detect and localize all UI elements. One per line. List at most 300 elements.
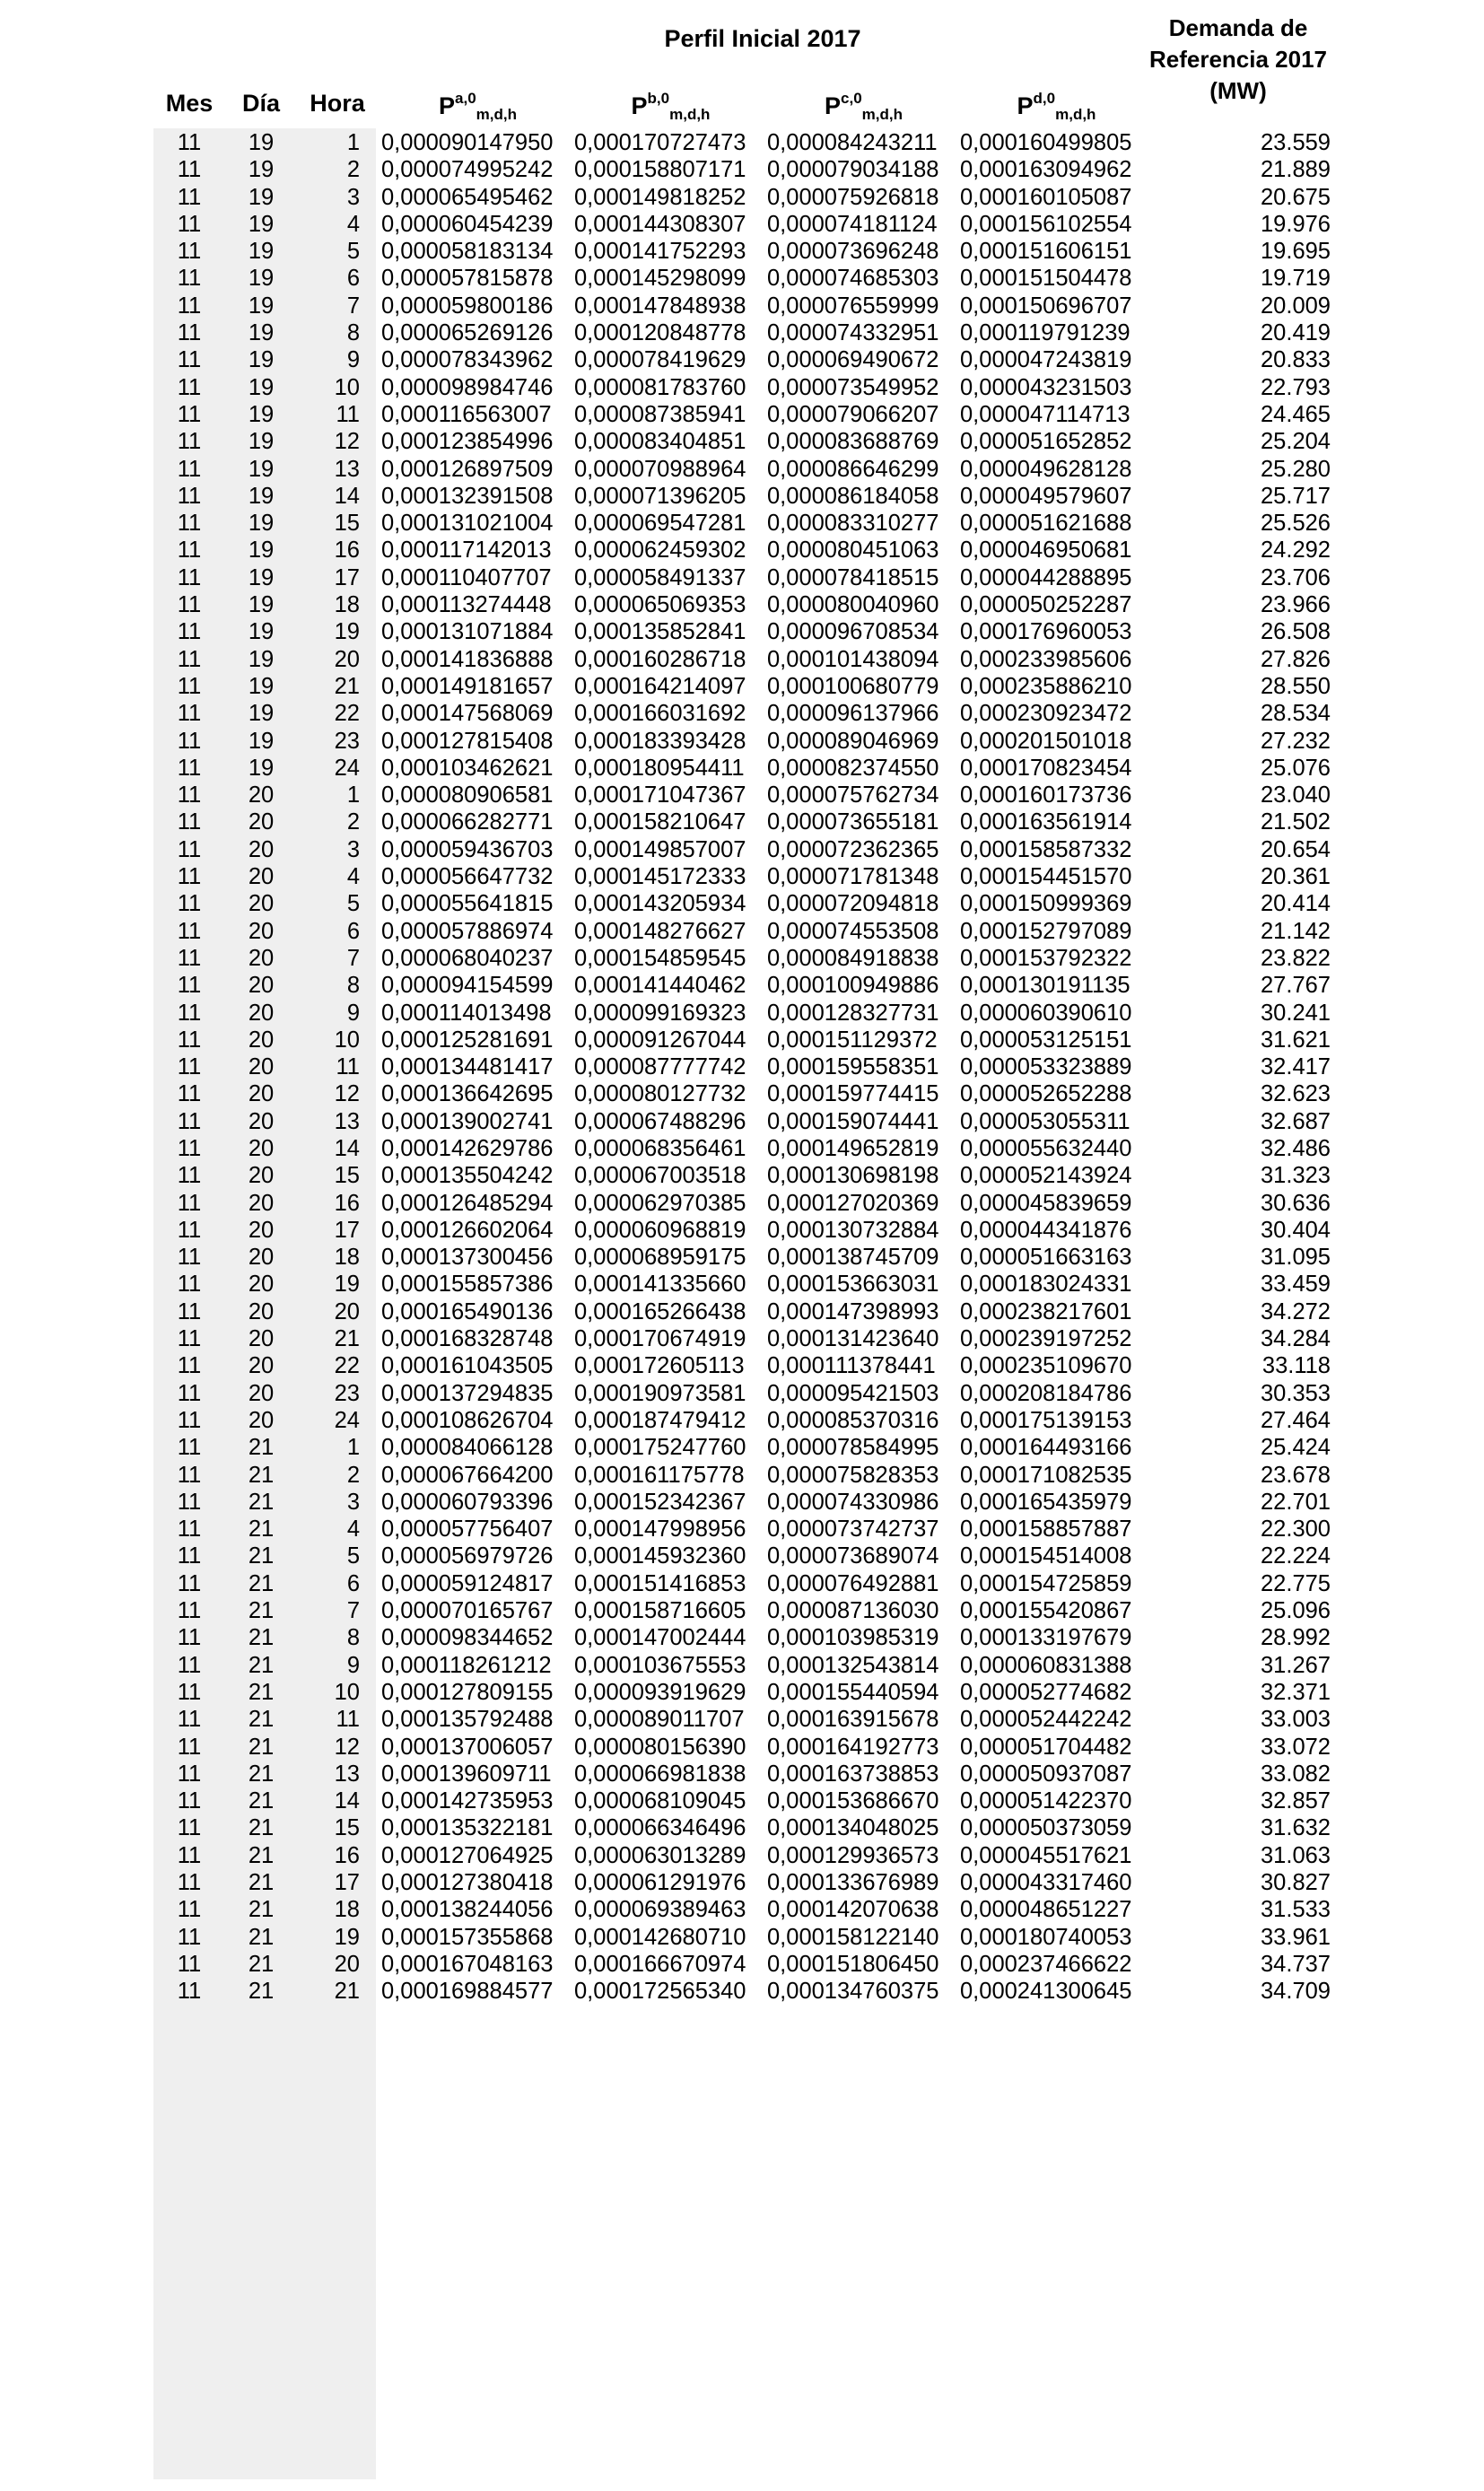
pb-cell: 0,000166031692 [574, 701, 746, 727]
demand-cell: 30.827 [1261, 1870, 1331, 1895]
mes-cell: 11 [177, 1108, 202, 1134]
demand-cell: 31.533 [1261, 1897, 1331, 1923]
dia-cell: 19 [248, 429, 275, 455]
hora-cell: 5 [346, 891, 360, 917]
pc-cell: 0,000074181124 [767, 211, 938, 237]
pc-cell: 0,000076492881 [767, 1570, 939, 1596]
table-body [0, 129, 1484, 2005]
mes-cell: 11 [177, 538, 202, 564]
table-row [0, 700, 1484, 727]
mes-cell: 11 [177, 157, 202, 183]
hora-cell: 9 [346, 1652, 360, 1678]
mes-cell: 11 [177, 266, 202, 292]
table-row [0, 863, 1484, 890]
dia-cell: 21 [248, 1652, 275, 1678]
demand-cell: 25.096 [1261, 1598, 1331, 1624]
pd-cell: 0,000043317460 [960, 1870, 1132, 1895]
pb-cell: 0,000175247760 [574, 1435, 746, 1461]
dia-cell: 21 [248, 1625, 275, 1651]
dia-cell: 19 [248, 592, 275, 618]
pa-cell: 0,000098984746 [381, 374, 554, 400]
pc-cell: 0,000100680779 [767, 673, 939, 699]
table-row [0, 319, 1484, 346]
mes-column-header: Mes [165, 90, 214, 117]
pc-cell: 0,000129936573 [767, 1842, 939, 1868]
table-row [0, 755, 1484, 782]
pd-cell: 0,000154725859 [960, 1570, 1132, 1596]
pd-cell: 0,000154451570 [960, 864, 1132, 890]
hora-cell: 12 [334, 1734, 360, 1760]
table-row [0, 537, 1484, 564]
dia-cell: 21 [248, 1679, 275, 1705]
demand-cell: 32.857 [1261, 1788, 1331, 1814]
dia-cell: 20 [248, 1081, 275, 1107]
demand-cell: 33.003 [1261, 1707, 1331, 1733]
table-row [0, 1761, 1484, 1787]
hora-cell: 22 [334, 701, 360, 727]
table-row [0, 591, 1484, 618]
pb-cell: 0,000058491337 [574, 564, 746, 590]
table-row [0, 156, 1484, 183]
pb-cell: 0,000060968819 [574, 1217, 746, 1243]
pc-cell: 0,000096708534 [767, 619, 939, 645]
pd-cell: 0,000060831388 [960, 1652, 1132, 1678]
pa-cell: 0,000078343962 [381, 347, 554, 373]
pb-cell: 0,000147998956 [574, 1516, 746, 1543]
hora-cell: 2 [346, 809, 360, 835]
pa-cell: 0,000057886974 [381, 918, 554, 944]
demand-cell: 23.966 [1261, 592, 1331, 618]
dia-cell: 19 [248, 211, 275, 237]
dia-cell: 19 [248, 619, 275, 645]
hora-cell: 15 [334, 1815, 360, 1841]
mes-cell: 11 [177, 1897, 202, 1923]
table-title: Perfil Inicial 2017 [664, 25, 861, 52]
table-row [0, 1271, 1484, 1298]
mes-cell: 11 [177, 1190, 202, 1216]
hora-cell: 1 [346, 1435, 360, 1461]
pb-cell: 0,000143205934 [574, 891, 746, 917]
pc-cell: 0,000153686670 [767, 1788, 939, 1814]
mes-cell: 11 [177, 918, 202, 944]
mes-cell: 11 [177, 456, 202, 482]
pc-cell: 0,000163738853 [767, 1761, 939, 1787]
demand-cell: 20.009 [1261, 293, 1331, 319]
demand-cell: 33.082 [1261, 1761, 1331, 1787]
dia-cell: 19 [248, 755, 275, 781]
hora-cell: 1 [346, 130, 360, 155]
hora-cell: 17 [334, 564, 360, 590]
pa-cell: 0,000110407707 [381, 564, 552, 590]
demand-cell: 25.717 [1261, 483, 1331, 509]
mes-cell: 11 [177, 1815, 202, 1841]
table-row [0, 1298, 1484, 1325]
pd-cell: 0,000170823454 [960, 755, 1132, 781]
pb-cell: 0,000066346496 [574, 1815, 746, 1841]
pb-cell: 0,000172605113 [574, 1353, 745, 1379]
pc-cell: 0,000078418515 [767, 564, 939, 590]
mes-cell: 11 [177, 1298, 202, 1324]
dia-cell: 21 [248, 1761, 275, 1787]
dia-cell: 20 [248, 1380, 275, 1406]
pa-cell: 0,000165490136 [381, 1298, 554, 1324]
pa-cell: 0,000074995242 [381, 157, 554, 183]
pd-cell: 0,000047114713 [960, 401, 1130, 427]
pb-cell: 0,000141335660 [574, 1272, 746, 1298]
hora-cell: 4 [346, 211, 360, 237]
dia-column-header: Día [241, 90, 281, 117]
hora-cell: 16 [334, 1842, 360, 1868]
hora-cell: 6 [346, 1570, 360, 1596]
pd-cell: 0,000238217601 [960, 1298, 1132, 1324]
demand-cell: 22.701 [1261, 1489, 1331, 1515]
pa-cell: 0,000155857386 [381, 1272, 554, 1298]
pd-cell: 0,000051663163 [960, 1245, 1132, 1271]
mes-cell: 11 [177, 1027, 202, 1053]
pc-cell: 0,000069490672 [767, 347, 939, 373]
pa-cell: 0,000139609711 [381, 1761, 552, 1787]
pd-cell: 0,000176960053 [960, 619, 1132, 645]
pd-cell: 0,000053323889 [960, 1054, 1132, 1080]
pb-cell: 0,000070988964 [574, 456, 746, 482]
hora-cell: 1 [346, 782, 360, 808]
hora-cell: 17 [334, 1870, 360, 1895]
demand-cell: 33.459 [1261, 1272, 1331, 1298]
hora-cell: 9 [346, 1000, 360, 1026]
pb-cell: 0,000068959175 [574, 1245, 746, 1271]
hora-cell: 14 [334, 483, 360, 509]
dia-cell: 19 [248, 184, 275, 210]
pa-cell: 0,000127809155 [381, 1679, 554, 1705]
table-row [0, 1570, 1484, 1597]
pd-cell: 0,000180740053 [960, 1924, 1132, 1950]
pb-cell: 0,000141752293 [574, 239, 746, 265]
demand-cell: 21.502 [1261, 809, 1331, 835]
pa-cell: 0,000123854996 [381, 429, 554, 455]
mes-cell: 11 [177, 1272, 202, 1298]
mes-cell: 11 [177, 184, 202, 210]
pc-cell: 0,000103985319 [767, 1625, 939, 1651]
pb-cell: 0,000063013289 [574, 1842, 746, 1868]
mes-cell: 11 [177, 864, 202, 890]
pc-cell: 0,000075762734 [767, 782, 939, 808]
mes-cell: 11 [177, 1707, 202, 1733]
mes-cell: 11 [177, 1081, 202, 1107]
table-row [0, 1135, 1484, 1162]
pc-cell: 0,000159774415 [767, 1081, 939, 1107]
pb-cell: 0,000062459302 [574, 538, 746, 564]
hora-cell: 9 [346, 347, 360, 373]
dia-cell: 20 [248, 1326, 275, 1352]
pa-cell: 0,000127380418 [381, 1870, 554, 1895]
mes-cell: 11 [177, 1380, 202, 1406]
hora-cell: 4 [346, 864, 360, 890]
mes-cell: 11 [177, 130, 202, 155]
pd-cell: 0,000163561914 [960, 809, 1132, 835]
dia-cell: 19 [248, 320, 275, 346]
pa-cell: 0,000135792488 [381, 1707, 554, 1733]
hora-cell: 19 [334, 1924, 360, 1950]
hora-cell: 24 [334, 1407, 360, 1433]
table-row [0, 1896, 1484, 1923]
table-row [0, 374, 1484, 401]
hora-cell: 2 [346, 1462, 360, 1488]
mes-cell: 11 [177, 1870, 202, 1895]
pb-cell: 0,000120848778 [574, 320, 746, 346]
demand-cell: 32.371 [1261, 1679, 1331, 1705]
pc-cell: 0,000155440594 [767, 1679, 939, 1705]
hora-cell: 15 [334, 511, 360, 537]
hora-cell: 21 [334, 673, 360, 699]
pb-cell: 0,000066981838 [574, 1761, 746, 1787]
demand-cell: 32.417 [1261, 1054, 1331, 1080]
pa-cell: 0,000157355868 [381, 1924, 554, 1950]
dia-cell: 19 [248, 266, 275, 292]
pa-cell: 0,000084066128 [381, 1435, 554, 1461]
mes-cell: 11 [177, 809, 202, 835]
mes-cell: 11 [177, 1543, 202, 1569]
pb-cell: 0,000158210647 [574, 809, 746, 835]
pc-cell: 0,000076559999 [767, 293, 939, 319]
demand-header-line1: Demanda de [1168, 14, 1308, 41]
pc-cell: 0,000134760375 [767, 1979, 939, 2005]
mes-cell: 11 [177, 1489, 202, 1515]
mes-cell: 11 [177, 1462, 202, 1488]
hora-column-header: Hora [310, 90, 365, 117]
pb-cell: 0,000141440462 [574, 973, 746, 999]
hora-cell: 7 [346, 945, 360, 971]
pa-cell: 0,000057756407 [381, 1516, 554, 1543]
pb-cell: 0,000187479412 [574, 1407, 746, 1433]
mes-cell: 11 [177, 293, 202, 319]
mes-cell: 11 [177, 945, 202, 971]
pb-column-header [574, 90, 767, 124]
pa-cell: 0,000147568069 [381, 701, 554, 727]
mes-cell: 11 [177, 836, 202, 862]
dia-cell: 21 [248, 1734, 275, 1760]
dia-cell: 19 [248, 728, 275, 754]
pb-cell: 0,000147002444 [574, 1625, 746, 1651]
hora-cell: 3 [346, 184, 360, 210]
demand-cell: 20.361 [1261, 864, 1331, 890]
table-row [0, 1462, 1484, 1489]
pd-header-sup: d,0 [1033, 90, 1056, 107]
pc-header-base: P [825, 92, 842, 119]
pa-cell: 0,000142629786 [381, 1135, 554, 1161]
demand-cell: 22.300 [1261, 1516, 1331, 1543]
pa-cell: 0,000131021004 [381, 511, 554, 537]
mes-cell: 11 [177, 374, 202, 400]
pb-cell: 0,000067003518 [574, 1163, 746, 1189]
pc-cell: 0,000072094818 [767, 891, 939, 917]
pa-cell: 0,000056647732 [381, 864, 554, 890]
pc-cell: 0,000078584995 [767, 1435, 939, 1461]
demand-cell: 32.623 [1261, 1081, 1331, 1107]
pb-cell: 0,000080156390 [574, 1734, 746, 1760]
mes-cell: 11 [177, 320, 202, 346]
dia-cell: 19 [248, 347, 275, 373]
dia-cell: 19 [248, 538, 275, 564]
mes-cell: 11 [177, 211, 202, 237]
table-row [0, 1787, 1484, 1814]
dia-cell: 21 [248, 1570, 275, 1596]
dia-cell: 21 [248, 1707, 275, 1733]
pb-cell: 0,000069389463 [574, 1897, 746, 1923]
hora-cell: 11 [336, 401, 360, 427]
hora-cell: 7 [346, 293, 360, 319]
demand-cell: 20.675 [1261, 184, 1331, 210]
mes-cell: 11 [177, 1951, 202, 1977]
demand-cell: 20.654 [1261, 836, 1331, 862]
table-row [0, 293, 1484, 319]
pc-cell: 0,000073549952 [767, 374, 939, 400]
mes-cell: 11 [177, 782, 202, 808]
pc-cell: 0,000080040960 [767, 592, 939, 618]
table-row [0, 1924, 1484, 1951]
demand-cell: 28.534 [1261, 701, 1331, 727]
pd-cell: 0,000164493166 [960, 1435, 1132, 1461]
hora-cell: 3 [346, 1489, 360, 1515]
pb-cell: 0,000145298099 [574, 266, 746, 292]
mes-cell: 11 [177, 511, 202, 537]
dia-cell: 20 [248, 1217, 275, 1243]
pc-header-sup: c,0 [841, 90, 862, 107]
hora-cell: 18 [334, 1897, 360, 1923]
pc-cell: 0,000073655181 [767, 809, 939, 835]
pc-cell: 0,000087136030 [767, 1598, 939, 1624]
dia-cell: 19 [248, 483, 275, 509]
pa-cell: 0,000136642695 [381, 1081, 554, 1107]
pb-cell: 0,000083404851 [574, 429, 746, 455]
table-row [0, 1869, 1484, 1896]
demand-cell: 31.621 [1261, 1027, 1331, 1053]
demand-cell: 27.767 [1261, 973, 1331, 999]
pb-cell: 0,000145172333 [574, 864, 746, 890]
pd-cell: 0,000052652288 [960, 1081, 1132, 1107]
pd-cell: 0,000151606151 [960, 239, 1132, 265]
dia-cell: 20 [248, 1135, 275, 1161]
pa-cell: 0,000065269126 [381, 320, 554, 346]
dia-cell: 21 [248, 1870, 275, 1895]
pa-cell: 0,000098344652 [381, 1625, 554, 1651]
table-row [0, 1108, 1484, 1135]
demand-cell: 32.687 [1261, 1108, 1331, 1134]
demand-cell: 23.040 [1261, 782, 1331, 808]
pb-cell: 0,000190973581 [574, 1380, 746, 1406]
table-row [0, 483, 1484, 510]
pb-cell: 0,000068109045 [574, 1788, 746, 1814]
mes-cell: 11 [177, 1979, 202, 2005]
pc-cell: 0,000130732884 [767, 1217, 939, 1243]
pa-header-sup: a,0 [455, 90, 476, 107]
dia-cell: 19 [248, 401, 275, 427]
pb-cell: 0,000170727473 [574, 130, 746, 155]
pd-cell: 0,000060390610 [960, 1000, 1132, 1026]
dia-cell: 20 [248, 1298, 275, 1324]
dia-cell: 20 [248, 864, 275, 890]
dia-cell: 20 [248, 945, 275, 971]
pc-cell: 0,000085370316 [767, 1407, 939, 1433]
mes-cell: 11 [177, 1924, 202, 1950]
demand-cell: 34.737 [1261, 1951, 1331, 1977]
dia-cell: 20 [248, 1190, 275, 1216]
demand-header-line2: Referencia 2017 [1148, 46, 1328, 73]
pd-cell: 0,000051621688 [960, 511, 1132, 537]
table-row [0, 456, 1484, 483]
pd-cell: 0,000133197679 [960, 1625, 1132, 1651]
pb-cell: 0,000161175778 [574, 1462, 745, 1488]
mes-cell: 11 [177, 1598, 202, 1624]
pd-cell: 0,000052442242 [960, 1707, 1132, 1733]
hora-cell: 4 [346, 1516, 360, 1543]
pc-cell: 0,000131423640 [767, 1326, 939, 1352]
pd-cell: 0,000235886210 [960, 673, 1132, 699]
pd-cell: 0,000201501018 [960, 728, 1132, 754]
hora-cell: 16 [334, 1190, 360, 1216]
pc-cell: 0,000153663031 [767, 1272, 939, 1298]
table-row [0, 782, 1484, 808]
demand-cell: 28.992 [1261, 1625, 1331, 1651]
pd-cell: 0,000158857887 [960, 1516, 1132, 1543]
pd-header-base: P [1017, 92, 1034, 119]
table-row [0, 1027, 1484, 1053]
pb-cell: 0,000152342367 [574, 1489, 746, 1515]
dia-cell: 19 [248, 673, 275, 699]
table-row [0, 129, 1484, 156]
pb-cell: 0,000172565340 [574, 1979, 746, 2005]
table-row [0, 808, 1484, 835]
table-row [0, 918, 1484, 945]
demand-cell: 34.284 [1261, 1326, 1331, 1352]
demand-cell: 30.636 [1261, 1190, 1331, 1216]
dia-cell: 21 [248, 1924, 275, 1950]
dia-cell: 19 [248, 646, 275, 672]
hora-cell: 20 [334, 1298, 360, 1324]
dia-cell: 20 [248, 1054, 275, 1080]
mes-cell: 11 [177, 1245, 202, 1271]
demand-cell: 30.353 [1261, 1380, 1331, 1406]
dia-cell: 19 [248, 564, 275, 590]
dia-cell: 21 [248, 1543, 275, 1569]
mes-cell: 11 [177, 646, 202, 672]
table-row [0, 346, 1484, 373]
pc-cell: 0,000074330986 [767, 1489, 939, 1515]
demand-cell: 34.709 [1261, 1979, 1331, 2005]
dia-cell: 20 [248, 1108, 275, 1134]
table-row [0, 1597, 1484, 1624]
demand-cell: 25.204 [1261, 429, 1331, 455]
table-row [0, 1380, 1484, 1407]
hora-cell: 7 [346, 1598, 360, 1624]
demand-cell: 31.095 [1261, 1245, 1331, 1271]
pb-cell: 0,000164214097 [574, 673, 746, 699]
pa-cell: 0,000114013498 [381, 1000, 552, 1026]
pc-cell: 0,000132543814 [767, 1652, 939, 1678]
table-row [0, 1407, 1484, 1434]
demand-cell: 22.224 [1261, 1543, 1331, 1569]
mes-cell: 11 [177, 429, 202, 455]
mes-cell: 11 [177, 1842, 202, 1868]
pc-cell: 0,000072362365 [767, 836, 939, 862]
pd-cell: 0,000155420867 [960, 1598, 1132, 1624]
pa-cell: 0,000137006057 [381, 1734, 554, 1760]
pb-cell: 0,000071396205 [574, 483, 746, 509]
table-row [0, 1543, 1484, 1569]
pd-cell: 0,000130191135 [960, 973, 1130, 999]
pa-cell: 0,000108626704 [381, 1407, 554, 1433]
table-row [0, 1162, 1484, 1189]
pb-cell: 0,000078419629 [574, 347, 746, 373]
